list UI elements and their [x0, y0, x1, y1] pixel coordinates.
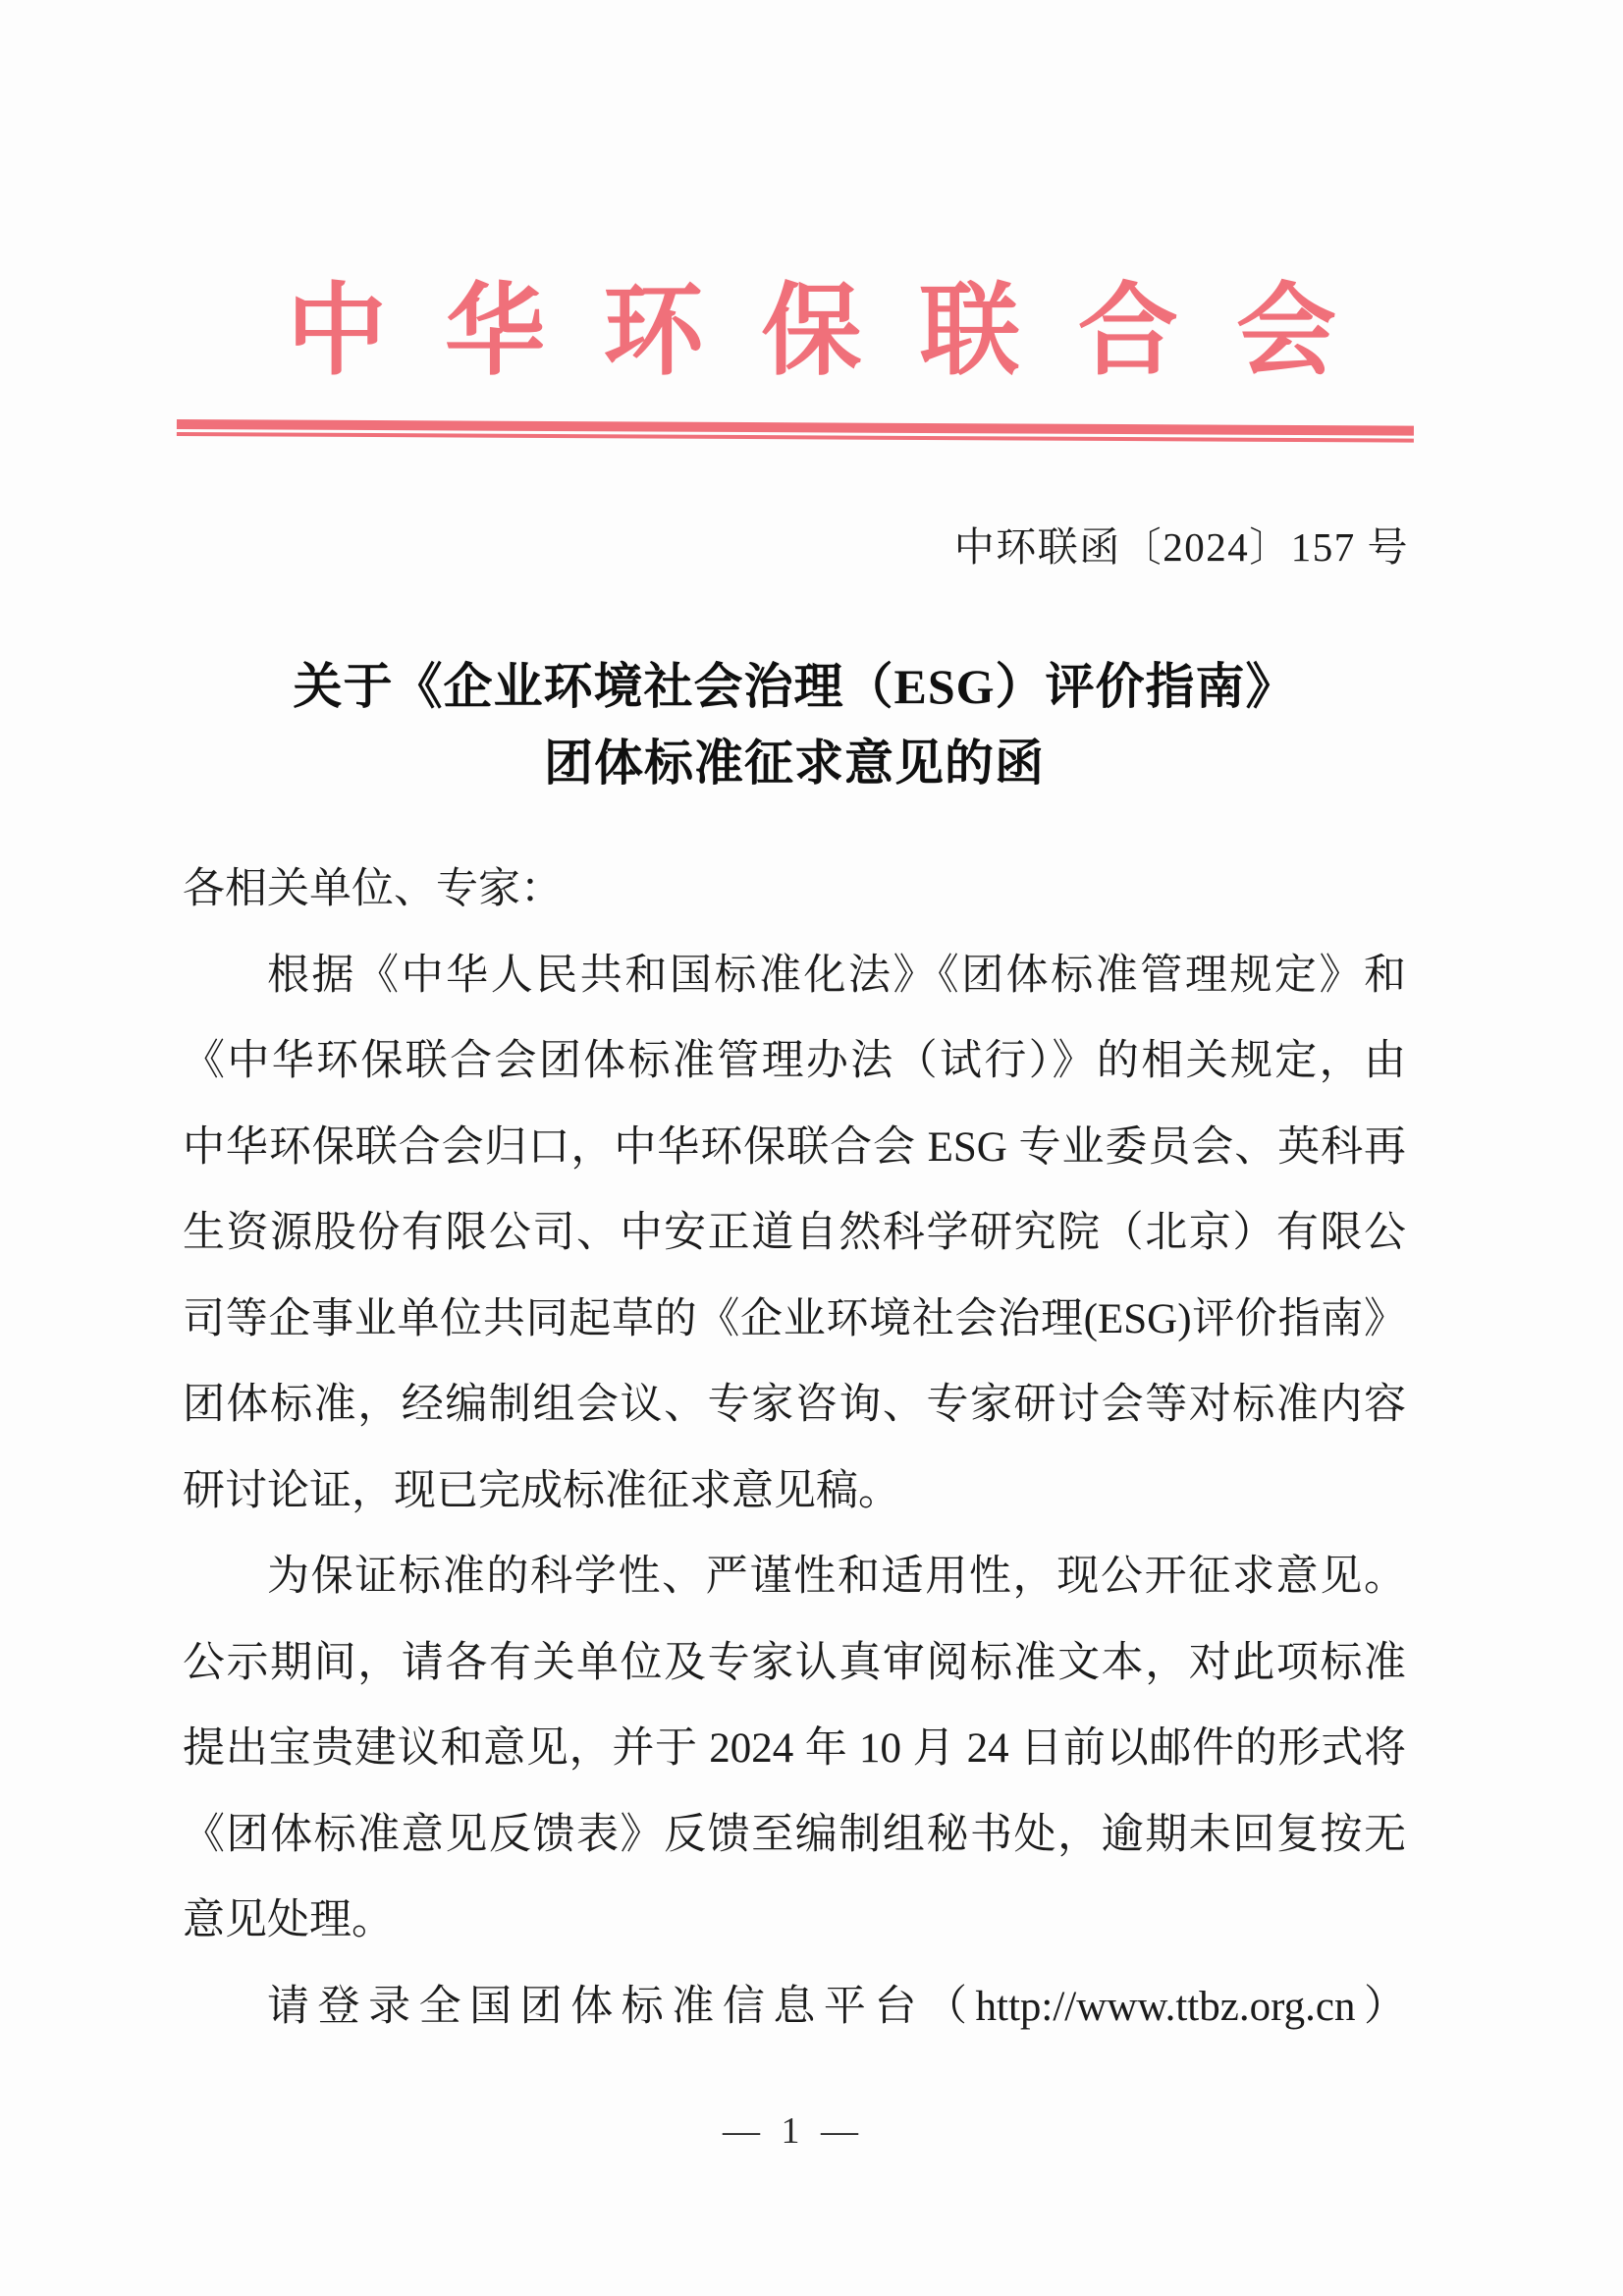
doc-title: [183, 648, 1406, 801]
body-line-url: 请登录全国团体标准信息平台（http://www.ttbz.org.cn）: [267, 1983, 1406, 2030]
body-line: 中华环保联合会归口，中华环保联合会 ESG 专业委员会、英科再: [183, 1123, 1406, 1171]
body-line: 研讨论证，现已完成标准征求意见稿。: [183, 1467, 900, 1514]
body-line: 《团体标准意见反馈表》反馈至编制组秘书处，逾期未回复按无: [183, 1811, 1406, 1858]
doc-title-line-1: 关于《企业环境社会治理（ESG）评价指南》: [293, 659, 1296, 714]
letterhead-divider: [177, 419, 1414, 443]
letter-body: [183, 847, 1406, 2050]
page-number: — 1 —: [723, 2110, 864, 2152]
body-line: 生资源股份有限公司、中安正道自然科学研究院（北京）有限公: [183, 1210, 1406, 1256]
body-line: 提出宝贵建议和意见，并于 2024 年 10 月 24 日前以邮件的形式将: [183, 1725, 1406, 1772]
body-line: 司等企事业单位共同起草的《企业环境社会治理(ESG)评价指南》: [183, 1295, 1406, 1342]
body-line: 意见处理。: [183, 1897, 394, 1943]
body-line: 团体标准，经编制组会议、专家咨询、专家研讨会等对标准内容: [183, 1382, 1406, 1428]
org-letterhead: 中华环保联合会: [287, 277, 1395, 388]
body-line: 公示期间，请各有关单位及专家认真审阅标准文本，对此项标准: [183, 1639, 1406, 1686]
body-line: 《中华环保联合会团体标准管理办法（试行）》的相关规定，由: [183, 1038, 1406, 1084]
salutation: 各相关单位、专家：: [183, 866, 563, 912]
body-line: 为保证标准的科学性、严谨性和适用性，现公开征求意见。: [267, 1554, 1406, 1600]
doc-number: 中环联函〔2024〕157 号: [953, 524, 1409, 570]
doc-title-line-2: 团体标准征求意见的函: [544, 736, 1045, 791]
body-line: 根据《中华人民共和国标准化法》《团体标准管理规定》和: [267, 952, 1406, 999]
